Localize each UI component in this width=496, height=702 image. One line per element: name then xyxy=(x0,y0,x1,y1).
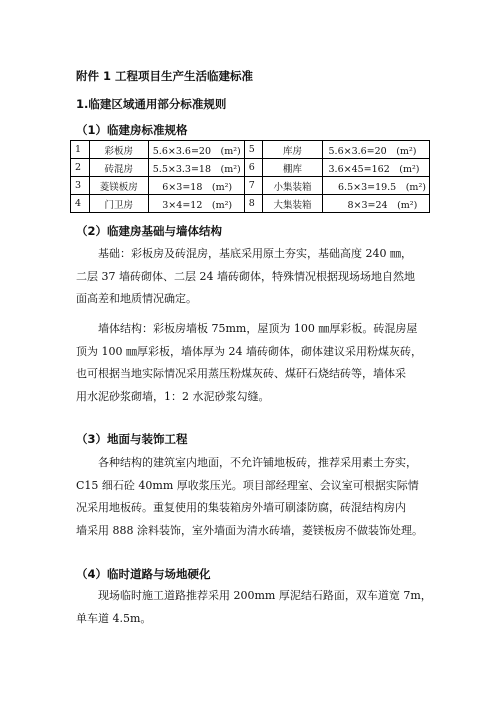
subsection-title-floor: （3）地面与装饰工程 xyxy=(76,432,188,446)
table-cell-name: 大集装箱 xyxy=(263,195,322,213)
table-cell-size: 5.6×3.6=20 (m²) xyxy=(322,141,430,159)
subsection-title-spec: （1）临建房标准规格 xyxy=(76,123,188,137)
paragraph-wall xyxy=(76,318,424,408)
table-cell-size: 3×4=12 (m²) xyxy=(148,195,244,213)
table-cell-no: 2 xyxy=(71,159,90,177)
table-cell-no: 3 xyxy=(71,177,90,195)
table-cell-name: 库房 xyxy=(263,141,322,159)
paragraph-line: 单车道 4.5m。 xyxy=(76,611,152,625)
paragraph-line: 墙采用 888 涂料装饰，室外墙面为清水砖墙，菱镁板房不做装饰处理。 xyxy=(76,523,423,537)
table-cell-name: 门卫房 xyxy=(89,195,148,213)
table-cell-name: 棚库 xyxy=(263,159,322,177)
paragraph-foundation xyxy=(76,243,424,311)
table-cell-name: 砖混房 xyxy=(89,159,148,177)
paragraph-line: 各种结构的建筑室内地面，不允许铺地板砖，推荐采用素土夯实， xyxy=(98,456,417,469)
table-cell-no: 1 xyxy=(71,141,90,159)
table-cell-size: 8×3=24 (m²) xyxy=(322,195,430,213)
table-cell-no: 7 xyxy=(244,177,263,195)
table-cell-no: 6 xyxy=(244,159,263,177)
table-cell-size: 6.5×3=19.5 (m²) xyxy=(322,177,430,195)
subsection-title-road: （4）临时道路与场地硬化 xyxy=(76,567,211,581)
paragraph-line: 也可根据当地实际情况采用蒸压粉煤灰砖、煤矸石烧结砖等，墙体采 xyxy=(76,367,406,380)
table-row xyxy=(71,195,430,213)
paragraph-line: 况采用地板砖。重复使用的集装箱房外墙可刷漆防腐，砖混结构房内 xyxy=(76,501,406,514)
paragraph-line: 二层 37 墙砖砌体、二层 24 墙砖砌体，特殊情况根据现场场地自然地 xyxy=(76,269,415,283)
table-cell-no: 5 xyxy=(244,141,263,159)
paragraph-line: 面高差和地质情况确定。 xyxy=(76,292,197,305)
spec-table xyxy=(70,140,430,213)
paragraph-line: 用水泥砂浆砌墙，1：2 水泥砂浆勾缝。 xyxy=(76,389,270,403)
table-cell-no: 4 xyxy=(71,195,90,213)
table-cell-size: 5.6×3.6=20 (m²) xyxy=(148,141,244,159)
table-row xyxy=(71,141,430,159)
table-row xyxy=(71,177,430,195)
paragraph-line: 基础：彩板房及砖混房，基底采用原土夯实，基础高度 240 ㎜， xyxy=(98,247,412,260)
paragraph-floor xyxy=(76,452,424,542)
section-title: 1.临建区域通用部分标准规则 xyxy=(76,97,227,111)
table-cell-size: 6×3=18 (m²) xyxy=(148,177,244,195)
table-cell-name: 彩板房 xyxy=(89,141,148,159)
table-cell-no: 8 xyxy=(244,195,263,213)
appendix-title: 附件 1 工程项目生产生活临建标准 xyxy=(76,69,254,83)
paragraph-line: 墙体结构：彩板房墙板 75mm，屋顶为 100 ㎜厚彩板。砖混房屋 xyxy=(98,322,418,335)
subsection-title-structure: （2）临建房基础与墙体结构 xyxy=(76,224,223,238)
paragraph-line: 顶为 100 ㎜厚彩板，墙体厚为 24 墙砖砌体，砌体建议采用粉煤灰砖， xyxy=(76,344,422,358)
table-cell-size: 5.5×3.3=18 (m²) xyxy=(148,159,244,177)
table-cell-size: 3.6×45=162 (m²) xyxy=(322,159,430,177)
table-cell-name: 小集装箱 xyxy=(263,177,322,195)
paragraph-road xyxy=(76,585,432,630)
table-row xyxy=(71,159,430,177)
table-cell-name: 菱镁板房 xyxy=(89,177,148,195)
paragraph-line: 现场临时施工道路推荐采用 200mm 厚泥结石路面，双车道宽 7m， xyxy=(98,589,432,602)
paragraph-line: C15 细石砼 40mm 厚收浆压光。项目部经理室、会议室可根据实际情 xyxy=(76,478,419,492)
